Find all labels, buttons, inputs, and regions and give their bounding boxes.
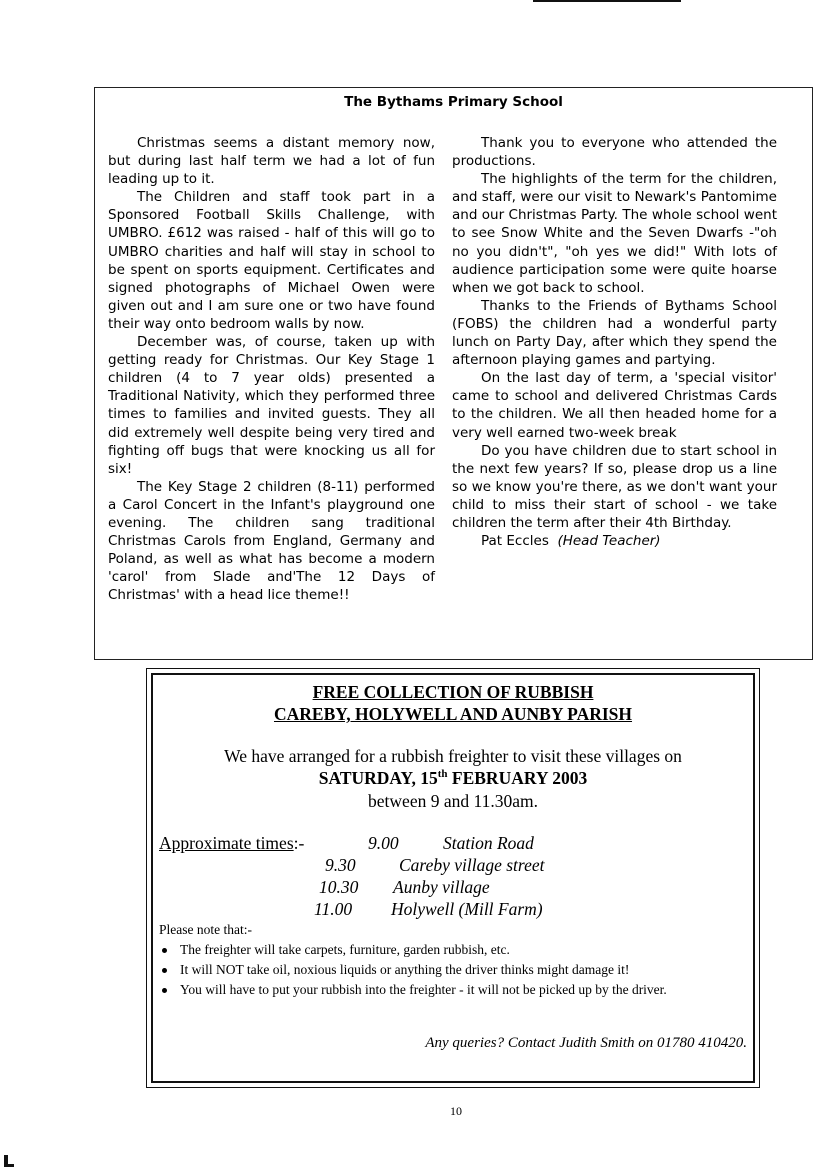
time-location: Careby village street (399, 855, 545, 875)
page-number: 10 (450, 1104, 462, 1118)
time-value: 10.30 (319, 877, 359, 897)
note-item: It will NOT take oil, noxious liquids or anything the driver thinks might damage it! (159, 960, 739, 980)
notice-intro: We have arranged for a rubbish freighter to visit these villages on (224, 746, 682, 766)
school-paragraph: The Children and staff took part in a Sponsored Football Skills Challenge, with UMBRO. £612 was raised - half of this will go to UMBRO charities and half will stay in school to be spent on sports equipment. Certificates and signed photographs of Michael Owen were given out and I am sure one or two have found their way onto bedroom walls by now. (108, 189, 435, 332)
school-paragraph: Thanks to the Friends of Bythams School (FOBS) the children had a wonderful party lunch on Party Day, after which they spend the afternoon playing games and partying. (452, 297, 777, 369)
school-paragraph: Do you have children due to start school in the next few years? If so, please drop us a line so we know you're there, as we don't want your child to miss their start of school - we take children the term after their 4th Birthday. (452, 442, 777, 531)
notes-list (159, 940, 739, 1000)
times-label (159, 833, 304, 854)
signature-name: Pat Eccles (481, 533, 549, 550)
note-item: The freighter will take carpets, furniture, garden rubbish, etc. (159, 940, 739, 960)
school-paragraph: On the last day of term, a 'special visitor' came to school and delivered Christmas Cards to the children. We all then headed home for a very well earned two-week break (452, 370, 777, 441)
edge-mark (4, 1155, 8, 1167)
time-location: Holywell (Mill Farm) (391, 899, 543, 919)
signature (452, 532, 777, 550)
times-label-suffix: :- (293, 833, 305, 853)
collection-date (153, 768, 753, 789)
collection-window: between 9 and 11.30am. (368, 791, 538, 811)
date-ordinal: th (437, 768, 448, 781)
school-right-column (452, 134, 777, 550)
note-heading: Please note that:- (159, 922, 252, 937)
time-value: 9.00 (368, 833, 399, 853)
times-label-text: Approximate times (159, 833, 294, 853)
time-location: Station Road (443, 833, 534, 853)
school-paragraph: The Key Stage 2 children (8-11) performed a Carol Concert in the Infant's playground one evening. The children sang traditional Christmas Carols from England, Germany and Poland, as well as what has become a modern 'carol' from Slade and'The 12 Days of Christmas' with a head lice theme!! (108, 478, 435, 604)
note-item: You will have to put your rubbish into the freighter - it will not be picked up by the driver. (159, 980, 739, 1000)
signature-role: (Head Teacher) (557, 533, 661, 550)
school-paragraph: The highlights of the term for the children, and staff, were our visit to Newark's Pantomime and our Christmas Party. The whole school went to see Snow White and the Seven Dwarfs -"oh no you didn't", "oh yes we did!" With lots of audience participation some were quite hoarse when we got back to school. (452, 171, 777, 296)
time-value: 11.00 (314, 899, 353, 919)
time-location: Aunby village (393, 877, 490, 897)
time-value: 9.30 (325, 855, 356, 875)
date-suffix: FEBRUARY 2003 (447, 768, 588, 788)
rubbish-collection-notice (146, 668, 760, 1088)
school-left-column (108, 134, 435, 604)
notice-title: FREE COLLECTION OF RUBBISH (312, 682, 594, 702)
school-news-box (94, 87, 813, 660)
school-paragraph: Thank you to everyone who attended the productions. (452, 135, 777, 170)
contact-queries: Any queries? Contact Judith Smith on 01780 410420. (425, 1035, 747, 1051)
school-paragraph: December was, of course, taken up with getting ready for Christmas. Our Key Stage 1 children (4 to 7 year olds) presented a Traditional Nativity, which they performed three times to families and invited guests. They all did extremely well despite being very tired and fighting off bugs that were knocking us all for six! (108, 334, 435, 477)
school-title: The Bythams Primary School (344, 94, 563, 110)
rubbish-notice-inner (151, 673, 755, 1083)
date-prefix: SATURDAY, 15 (318, 768, 438, 788)
top-rule (533, 0, 681, 2)
notice-subtitle: CAREBY, HOLYWELL AND AUNBY PARISH (273, 704, 633, 724)
school-paragraph: Christmas seems a distant memory now, but during last half term we had a lot of fun leading up to it. (108, 135, 435, 188)
